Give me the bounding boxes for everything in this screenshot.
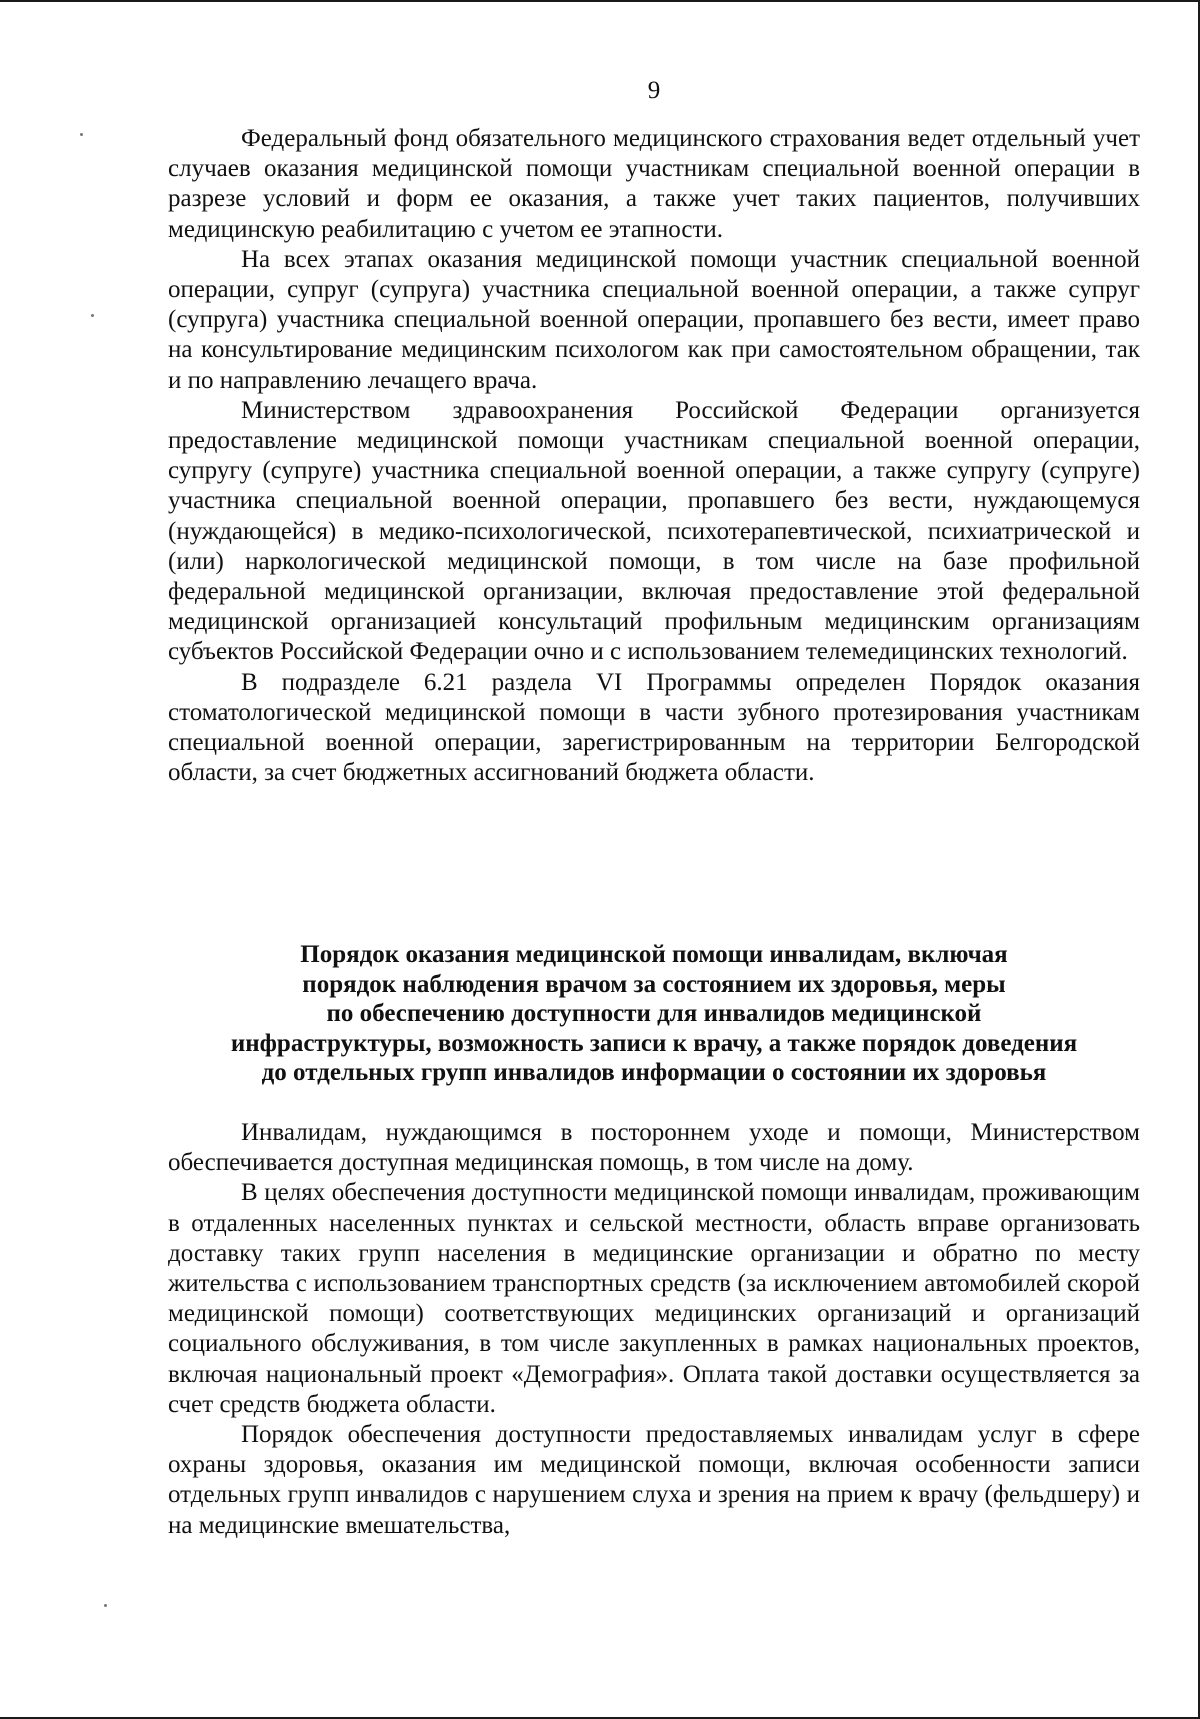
paragraph-home-care: Инвалидам, нуждающимся в постороннем уходе и помощи, Министерством обеспечивается доступная медицинская помощь, в том числе на дому. (168, 1119, 1140, 1177)
paragraph-transport-delivery: В целях обеспечения доступности медицинской помощи инвалидам, проживающим в отдаленных населенных пунктах и сельской местности, область вправе организовать доставку таких групп населения в медицинские организации и обратно по месту жительства с использованием транспортных средств (за исключением автомобилей скорой медицинской помощи) соответствующих медицинских организаций и организаций социального обслуживания, в том числе закупленных в рамках национальных проектов, включая национальный проект «Демография». Оплата такой доставки осуществляется за счет средств бюджета области. (168, 1179, 1140, 1418)
paragraph-dental-prosthetics: В подразделе 6.21 раздела VI Программы определен Порядок оказания стоматологической медицинской помощи в части зубного протезирования участникам специальной военной операции, зарегистрированным на территории Белгородской области, за счет бюджетных ассигнований бюджета области. (168, 668, 1140, 787)
paragraph-ffoms-accounting: Федеральный фонд обязательного медицинского страхования ведет отдельный учет случаев оказания медицинской помощи участникам специальной военной операции в разрезе условий и форм ее оказания, а также учет таких пациентов, получивших медицинскую реабилитацию с учетом ее этапности. (168, 125, 1140, 243)
paragraph-accessibility-order: Порядок обеспечения доступности предоставляемых инвалидам услуг в сфере охраны здоровья, оказания им медицинской помощи, включая особенности записи отдельных групп инвалидов с нарушением слуха и зрения на прием к врачу (фельдшеру) и на медицинские вмешательства, (168, 1421, 1140, 1539)
heading-line: по обеспечению доступности для инвалидов медицинской (326, 1000, 982, 1027)
section-heading (168, 940, 1140, 1088)
scan-speck (80, 133, 83, 136)
paragraph-psychologist-consultation: На всех этапах оказания медицинской помощи участник специальной военной операции, супруг (супруга) участника специальной военной операции, а также супруг (супруга) участника специальной военной операции, пропавшего без вести, имеет право на консультирование медицинским психологом как при самостоятельном обращении, так и по направлению лечащего врача. (168, 245, 1140, 394)
heading-line: Порядок оказания медицинской помощи инвалидам, включая (300, 941, 1008, 968)
paragraph-ministry-care: Министерством здравоохранения Российской Федерации организуется предоставление медицинской помощи участникам специальной военной операции, супругу (супруге) участника специальной военной операции, а также супругу (супруге) участника специальной военной операции, пропавшего без вести, нуждающемуся (нуждающейся) в медико-психологической, психотерапевтической, психиатрической и (или) наркологической медицинской помощи, в том числе на базе профильной федеральной медицинской организации, включая предоставление этой федеральной медицинской организацией консультаций профильным медицинским организациям субъектов Российской Федерации очно и с использованием телемедицинских технологий. (168, 396, 1140, 666)
text-block-bottom (168, 1118, 1140, 1541)
scan-speck (91, 314, 94, 317)
heading-line: порядок наблюдения врачом за состоянием их здоровья, меры (302, 970, 1006, 998)
scan-speck (104, 1604, 107, 1607)
heading-line: инфраструктуры, возможность записи к врачу, а также порядок доведения (230, 1029, 1078, 1057)
text-block-top (168, 124, 1140, 788)
heading-line: до отдельных групп инвалидов информации о состоянии их здоровья (261, 1059, 1047, 1086)
page-number: 9 (647, 77, 661, 104)
